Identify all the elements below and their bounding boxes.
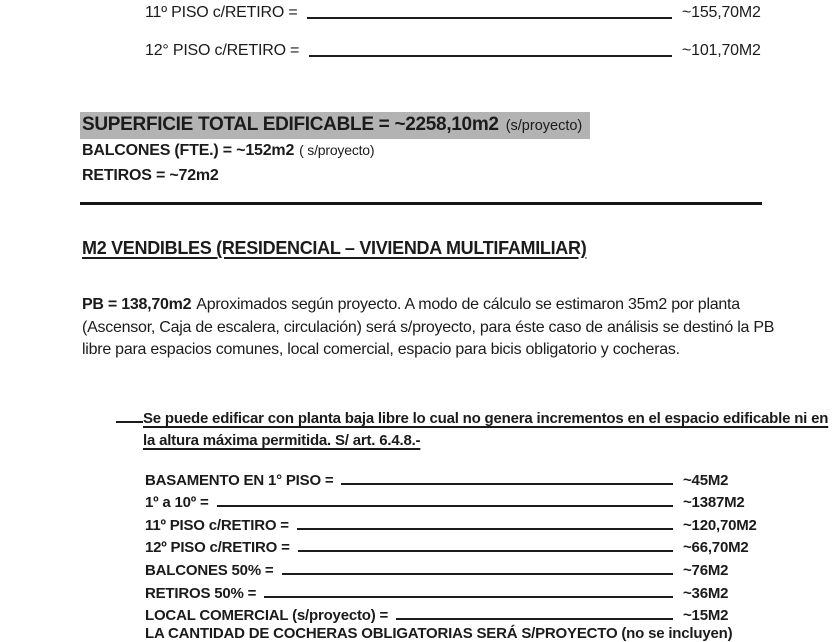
floor-label: 11º PISO c/RETIRO = [145, 4, 298, 21]
row-value: ~66,70M2 [683, 539, 749, 557]
planta-baja-note [143, 408, 840, 452]
fill-row-1-a-10 [145, 489, 788, 512]
total-edificable-text: SUPERFICIE TOTAL EDIFICABLE = ~2258,10m2 [82, 114, 499, 135]
total-edificable-note: (s/proyecto) [505, 118, 583, 134]
fill-row-12-piso [145, 40, 776, 60]
row-value: ~15M2 [683, 607, 729, 625]
summary-block [82, 112, 590, 189]
row-label: 11º PISO c/RETIRO = [145, 516, 289, 534]
row-value: ~45M2 [683, 471, 729, 489]
section-divider-line [80, 202, 762, 205]
section-heading: M2 VENDIBLES (RESIDENCIAL – VIVIENDA MULTIFAMILIAR) [82, 238, 587, 258]
fill-in-line [309, 55, 672, 57]
pb-value-bold: PB = 138,70m2 [82, 296, 192, 313]
floor-area-rows [145, 2, 776, 60]
fill-row-11-piso-retiro [145, 511, 788, 534]
fill-in-line [298, 550, 673, 552]
fill-in-line [341, 483, 673, 485]
gray-highlight [80, 112, 590, 139]
retiros-line [82, 167, 590, 189]
balcones-note: ( s/proyecto) [299, 142, 375, 158]
row-label: 1º a 10º = [145, 494, 209, 512]
fill-row-balcones-50 [145, 556, 788, 579]
fill-row-basamento [145, 466, 788, 489]
row-label: BALCONES 50% = [145, 561, 274, 579]
vendibles-list [145, 466, 788, 624]
row-label: 12º PISO c/RETIRO = [145, 539, 290, 557]
pb-paragraph-text: Aproximados según proyecto. A modo de cálculo se estimaron 35m2 por planta (Ascensor, Caja de escalera, circulación) será s/proyecto, para éste caso de análisis se destinó la PB libre para espacios comunes, local comercial, espacio para bicis obligatorio y cocheras. [82, 296, 775, 358]
fill-row-12-piso-retiro [145, 534, 788, 557]
pb-paragraph [82, 294, 779, 362]
fill-in-line [217, 505, 673, 507]
fill-in-line [297, 528, 673, 530]
fill-row-local-comercial [145, 602, 788, 625]
fill-in-line [264, 596, 673, 598]
row-value: ~36M2 [683, 584, 729, 602]
balcones-line [82, 142, 590, 164]
balcones-text: BALCONES (FTE.) = ~152m2 [82, 142, 295, 159]
floor-value: ~101,70M2 [682, 42, 761, 59]
note-text: Se puede edificar con planta baja libre lo cual no genera incrementos en el espacio edificable ni en la altura máxima permitida. S/ art. 6.4.8.- [143, 410, 829, 449]
note-leading-underline [116, 409, 143, 423]
floor-value: ~155,70M2 [682, 4, 761, 21]
fill-row-retiros-50 [145, 579, 788, 602]
fill-in-line [307, 17, 672, 19]
fill-in-line [396, 618, 673, 620]
fill-in-line [282, 573, 674, 575]
row-value: ~1387M2 [683, 494, 745, 512]
floor-label: 12° PISO c/RETIRO = [145, 42, 300, 59]
row-label: RETIROS 50% = [145, 584, 257, 602]
row-value: ~120,70M2 [683, 516, 757, 534]
fill-row-11-piso [145, 2, 776, 22]
row-label: BASAMENTO EN 1° PISO = [145, 471, 334, 489]
retiros-text: RETIROS = ~72m2 [82, 167, 219, 184]
clipped-bottom-line: LA CANTIDAD DE COCHERAS OBLIGATORIAS SERÁ S/PROYECTO (no se incluyen) [145, 625, 733, 642]
row-label: LOCAL COMERCIAL (s/proyecto) = [145, 607, 389, 625]
total-edificable-line [82, 112, 590, 139]
row-value: ~76M2 [683, 561, 729, 579]
